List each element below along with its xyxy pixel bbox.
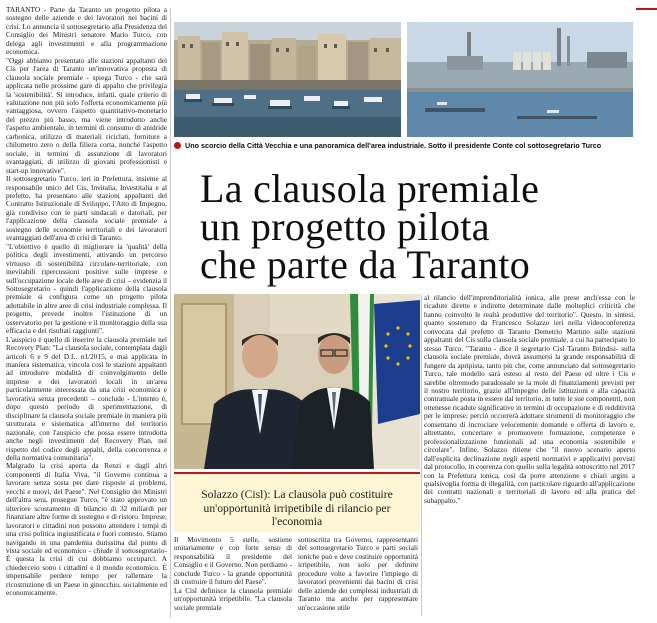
paragraph: Malgrado la crisi aperta da Renzi e dagli altri componenti di Italia Viva, "il Governo continua a lavorare senza sosta per dare risposte ai problemi, vecchi e nuovi, del Paese". Nel Consiglio dei Ministri dell'altra sera, prosegue Turco, "è stato approvato un ulteriore scostamento di bilancio di 32 miliardi per finanziare altre forme di sostegno e di ristoro. Imprese, lavoratori e cittadini non possono attendere i tempi di una crisi politica ingiustificata e fuori contesto. Stiamo navigando in una pandemia durissima dal punto di vista sociale ed economico - chiude il sottosegretario- È questa la crisi di cui dobbiamo occuparci. A chiederceio sono i cittadini e il mondo economico. È impensabile perdere tempo per rallentare la ricostruzione di un Paese in ginocchio, socialmente ed economicamente. xyxy=(6,461,167,598)
headline-line: La clausola premiale xyxy=(200,166,540,211)
paragraph: Il sottosegretario Turco, ieri in Prefettura, insieme al responsabile unico del Cis, Invitalia, Investitalia e al prefetto, ha presentato alle stazioni appaltanti del Contratto Istituzionale di Sviluppo, l'Atto di Impegno, già condiviso con le parti sindacali e datoriali, per l'applicazione della clausola sociale premiale a sostegno delle economie territoriali e dei lavoratori svantaggiati dell'area di crisi di Taranto. xyxy=(6,174,167,243)
bullet-icon xyxy=(174,142,181,149)
bottom-column-b xyxy=(298,536,418,616)
photo-caption-text: Uno scorcio della Città Vecchia e una panoramica dell'area industriale. Sotto il presidente Conte col sottosegretario Turco xyxy=(185,141,602,150)
column-divider xyxy=(170,8,171,618)
paragraph: L'auspicio è quello di inserire la clausola premiale nel Recovery Plan: "La clausola sociale, contemplata dagli articoli 6 e 9 del D.L. n1/2015, e mai applicata in maniera sistematica, vincola così le stazioni appaltanti ad introdurre modalità di coinvolgimento delle imprese e dei lavoratori locali in un'area particolarmente interessata da una crisi economica e lavorativa senza precedenti – conclude - L'intento è, dopo questo periodo di sperimentazione, di disciplinare la clausola sociale premiale in maniera più strutturata e sistematica all'interno del territorio nazionale, con l'auspicio che possa essere introdotta anche negli investimenti del Recovery Plan, nel rispetto del codice degli appalti, della concorrenza e della normativa comunitaria". xyxy=(6,334,167,463)
section-marker xyxy=(636,8,657,10)
paragraph: La Cisl definisce la clausola premiale un'opportunità irripetibile. "La clausola sociale premiale xyxy=(174,585,292,612)
headline xyxy=(200,166,640,287)
pull-quote-box xyxy=(174,472,420,532)
paragraph: TARANTO - Parte da Taranto un progetto pilota a sostegno delle aziende e dei lavoratori nei bacini di crisi. Lo annuncia il sottosegretario alla Presidenza del Consiglio dei Ministri senatore Mario Turco, con delega agli investimenti e alla programmazione economica. xyxy=(6,6,167,57)
left-article-column xyxy=(6,6,167,618)
paragraph: Il Movimento 5 stelle, sostiene unitariamente e con forte senso di responsabilità il presidente del Consiglio e il Governo. Non perdiamo - conclude Turco - la grande opportunità di costruire il futuro del Paese". xyxy=(174,536,292,587)
photo-caption xyxy=(174,140,634,152)
column-divider xyxy=(421,294,422,616)
headline-line: che parte da Taranto xyxy=(200,242,531,287)
headline-line: un progetto pilota xyxy=(200,204,490,249)
paragraph: "L'obiettivo è quello di migliorare la 'qualità' della politica degli investimenti, attivando un percorso virtuoso di sostenibilità circolare-territoriale, con inevitabili ripercussioni positive sulle imprese e sull'occupazione locale delle aree di crisi – evidenzia il Sottosegretario - quindi l'applicazione della clausola premiale si configura come un progetto pilota adottabile in altre aree di crisi industriale complessa. Il progetto, prevede inoltre l'istituzione di un osservatorio per la gestione e il monitoraggio della sua efficacia e dei risultati raggiunti". xyxy=(6,241,167,336)
right-article-column xyxy=(424,294,635,612)
paragraph: sottoscritta tra Governo, rappresentanti del sottosegretario Turco e parti sociali ioniche può e deve costituire opportunità irripetibile, non solo per definire procedure volte a favorire l'impiego di lavoratori provenienti dai bacini di crisi delle aziende dei complessi industriali di Taranto ma anche per rappresentare un'occasione utile xyxy=(298,536,418,612)
paragraph: "Oggi abbiamo presentato alle stazioni appaltanti del Cis per l'area di Taranto un'innovativa proposta di clausola sociale premiale - spiega Turco - che sarà applicata nelle prossime gare di appalto che privilegia la 'sostenibilità'. Si introduce, infatti, quale criterio di valutazione non più solo l'offerta economicamente più vantaggiosa, ovvero l'aspetto quantitativo-monetario del prezzo più basso, ma viene introdotto anche l'aspetto ambientale, in termini di consumo di anidride carbonica, utilizzo di materiali riciclati, forniture a chilometro zero o della filiera corta, nonché l'aspetto sociale, in termini di assunzione di lavoratori svantaggiati, di utilizzo di giovani professionisti e start-up innovative". xyxy=(6,55,167,175)
industrial-area-photo xyxy=(407,22,633,137)
pull-quote: Solazzo (Cisl): La clausola può costituire un'opportunità irripetibile di rilancio per l'economia xyxy=(201,488,393,528)
conte-turco-photo xyxy=(174,294,420,469)
paragraph: al rilancio dell'imprenditorialità ionica, alle prese anch'essa con le ricadute dirette e indirette determinate dalle molteplici criticità che hanno coinvolto le realtà produttive del territorio". Questo, in sintesi, quanto sostenuto da Francesco Solazzo ieri nella videoconferenza convocata dal prefetto di Taranto Demetrio Martino sulle stazioni appaltanti del Cis sulla clausola sociale premiale, a cui ha partecipato lo stesso Turco. "Taranto - dice il segretario Cisl Taranto Brindisi- sulla clausola sociale premiale, dovrà assumersi la grande responsabilità di fungere da apripista, tanto più che, come annunciato dal sottosegretario Turco, tale modello sarà esteso al resto del Paese ed oltre i Cis e sarebbe oltremodo paradossale se la mole di finanziamenti previsti per il nostro territorio, grazie all'impegno delle istituzioni e alla capacità contrattuale posta in essere dal territorio, in tutte le sue componenti, non ottenesse ricadute significative in termini di occupazione e di redditività per le imprese; perciò occorrerà adottare strumenti di monitoraggio che consentano di incrociare velocemente domande e offerta di lavoro e, altrettanto, concertare e promuovere formazione, competenze e professionalizzazione funzionali ad una economia sostenibile e circolare". Infine, Solazzo ritiene che "il nuovo scenario aperto dall'esplicita declinazione negli aspetti normativi e applicativi previsti dal protocollo, in coerenza con quello sulla legalità sottoscritto nel 2017 con la Prefettura ionica, così da porre attenzione e chiari argini a qualsivoglia forma di illegalità, con particolare riguardo all'applicazione dei contratti nazionali e territoriali di lavoro ed alla pratica del subappalto." xyxy=(424,294,635,505)
bottom-column-a xyxy=(174,536,292,616)
old-town-photo xyxy=(174,22,401,137)
